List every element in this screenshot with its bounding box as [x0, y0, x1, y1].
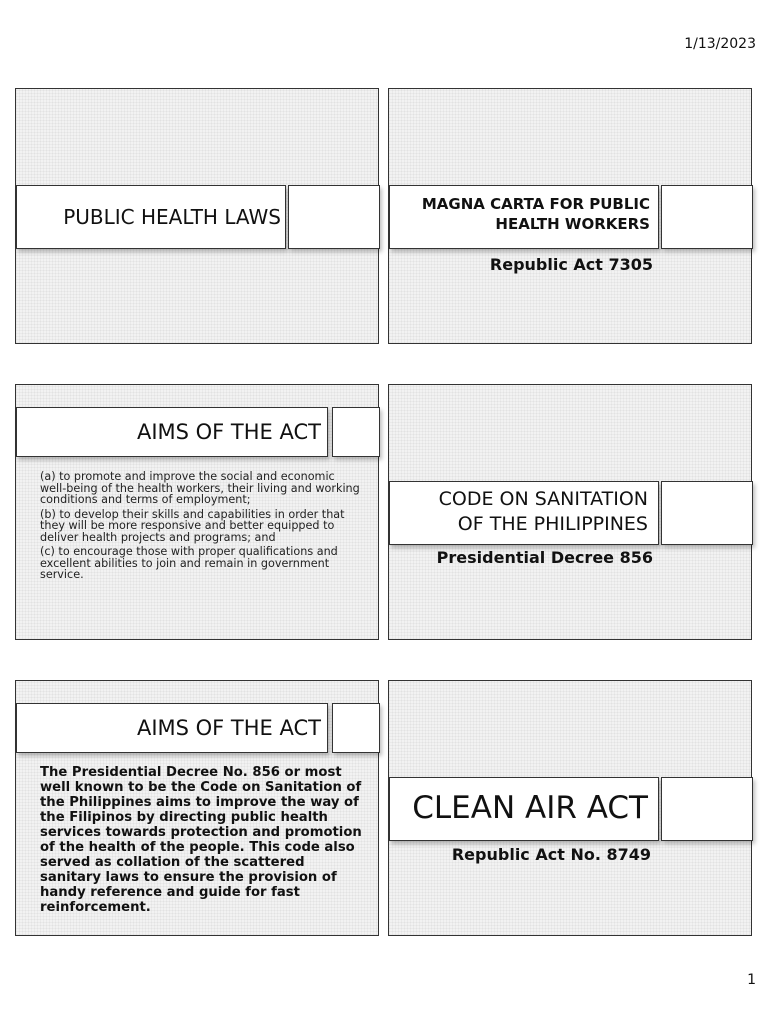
slide-title: [439, 487, 648, 537]
slide-title-box: [389, 185, 659, 249]
slide-code-on-sanitation: [388, 384, 752, 640]
slide-title: PUBLIC HEALTH LAWS: [63, 205, 281, 229]
slide-title: AIMS OF THE ACT: [136, 420, 321, 444]
slide-aims-magna-carta: [15, 384, 379, 640]
slide-accent-box: [332, 703, 380, 753]
slide-aims-sanitation: [15, 680, 379, 936]
slide-title-box: [389, 777, 659, 841]
aims-item-c: (c) to encourage those with proper qualifications and excellent abilities to join and remain in government service.: [40, 545, 338, 581]
slide-accent-box: [661, 185, 753, 249]
aims-item-b: (b) to develop their skills and capabilities in order that they will be more responsive and better equipped to deliver health projects and programs; and: [40, 507, 345, 544]
slide-title-box: [16, 407, 328, 457]
slide-accent-box: [332, 407, 380, 457]
slide-clean-air-act: [388, 680, 752, 936]
aims-item-a: (a) to promote and improve the social and economic well-being of the health workers, their living and working conditions and terms of employment;: [40, 470, 360, 506]
slide-magna-carta: [388, 88, 752, 344]
slide-subtitle: Republic Act 7305: [489, 255, 653, 274]
slide-subtitle: Republic Act No. 8749: [451, 845, 651, 864]
page-number: 1: [747, 972, 756, 988]
slide-accent-box: [661, 481, 753, 545]
slide-public-health-laws: [15, 88, 379, 344]
slide-title-line-2: HEALTH WORKERS: [495, 215, 650, 233]
slide-title: [422, 194, 650, 234]
slide-title-box: [16, 703, 328, 753]
slide-title-line-1: CODE ON SANITATION: [438, 488, 648, 510]
aims-list: [40, 471, 364, 584]
slide-accent-box: [288, 185, 380, 249]
slide-title-box: [389, 481, 659, 545]
slide-title-line-2: OF THE PHILIPPINES: [457, 513, 648, 535]
page-date: 1/13/2023: [684, 36, 756, 52]
slide-accent-box: [661, 777, 753, 841]
slide-title: CLEAN AIR ACT: [412, 790, 648, 826]
slide-title-box: [16, 185, 286, 249]
slide-subtitle: Presidential Decree 856: [436, 548, 653, 567]
slide-title: AIMS OF THE ACT: [136, 716, 321, 740]
slide-title-line-1: MAGNA CARTA FOR PUBLIC: [421, 195, 650, 213]
aims-paragraph: The Presidential Decree No. 856 or most well known to be the Code on Sanitation of the Philippines aims to improve the way of the Filipinos by directing public health services towards protection and promotion of the health of the people. This code also served as collation of the scattered sanitary laws to ensure the provision of handy reference and guide for fast reinforcement.: [40, 765, 362, 915]
